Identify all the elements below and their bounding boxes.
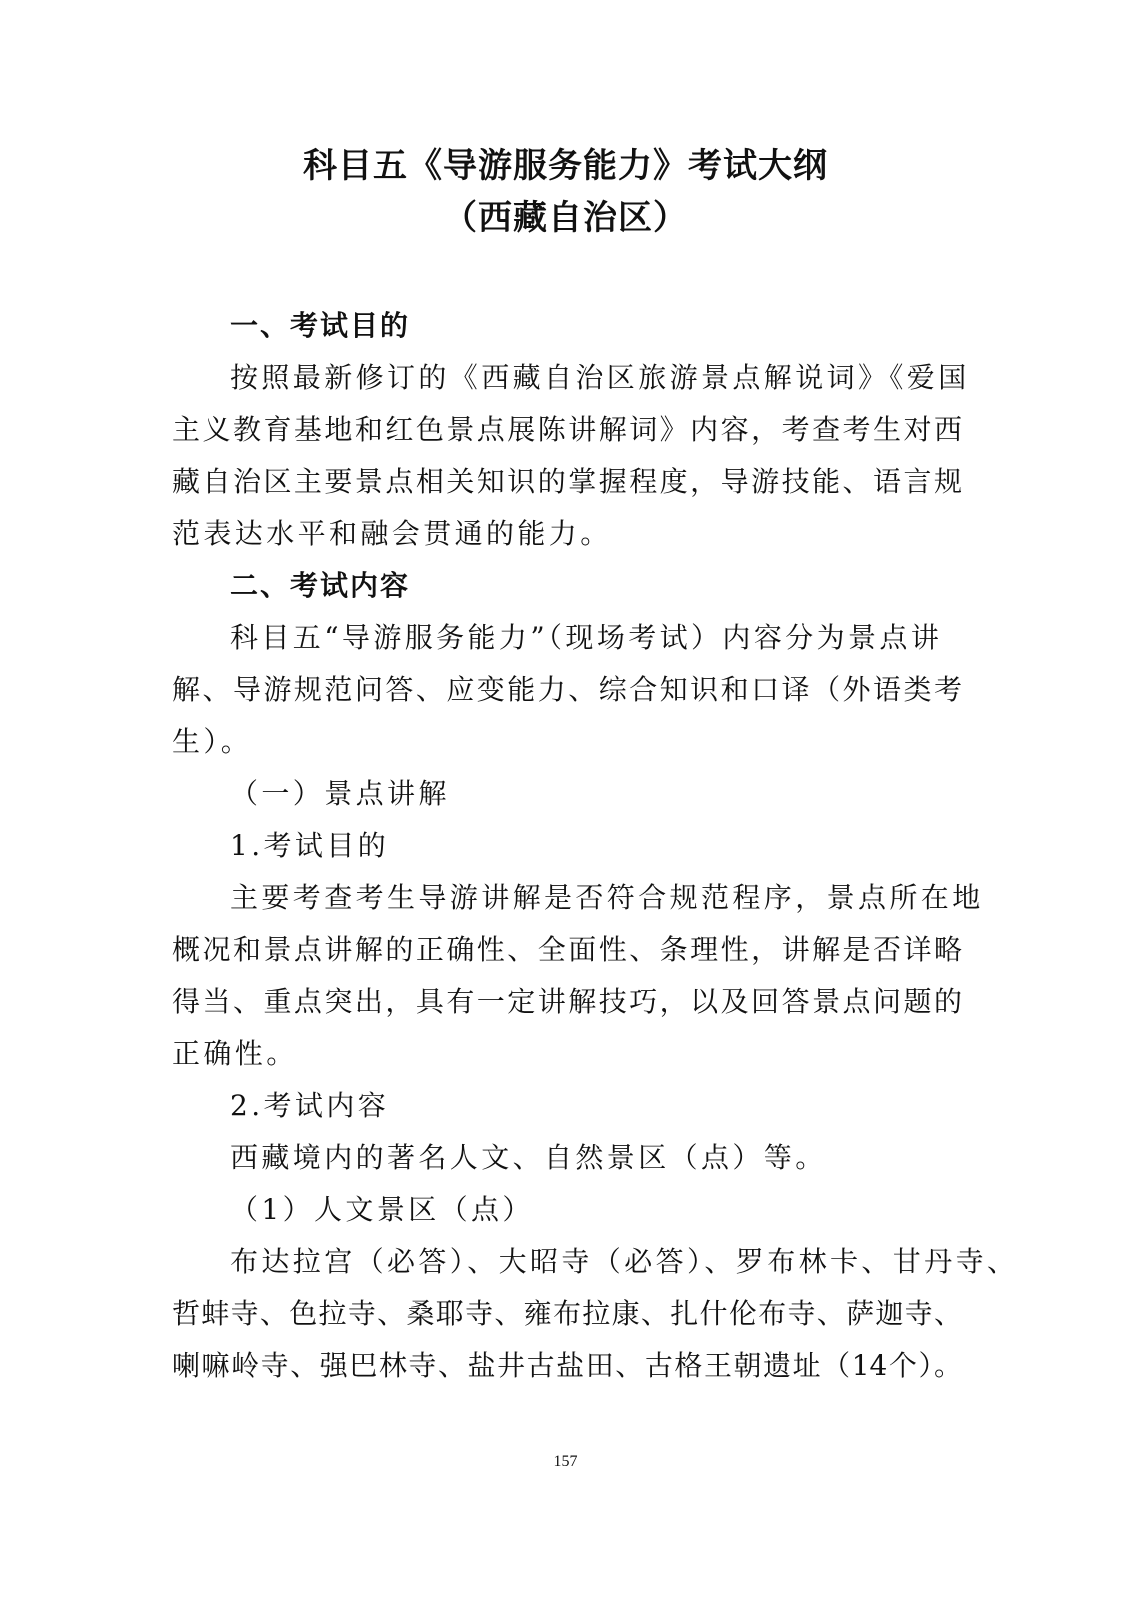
document-subtitle: （西藏自治区） — [443, 198, 688, 238]
paragraph-line: 主义教育基地和红色景点展陈讲解词》内容，考查考生对西 — [172, 413, 962, 446]
paragraph-line: 按照最新修订的《西藏自治区旅游景点解说词》《爱国 — [230, 361, 970, 394]
paragraph-line: 藏自治区主要景点相关知识的掌握程度，导游技能、语言规 — [172, 465, 962, 498]
document-title: 科目五《导游服务能力》考试大纲 — [303, 146, 828, 186]
paragraph-line: 科目五“导游服务能力”（现场考试）内容分为景点讲 — [230, 621, 943, 654]
paragraph-line: 布达拉宫（必答）、大昭寺（必答）、罗布林卡、甘丹寺、 — [230, 1245, 1019, 1278]
paragraph-line: 正确性。 — [172, 1037, 298, 1070]
subsection-heading: 2.考试内容 — [230, 1089, 390, 1122]
paragraph-line: 概况和景点讲解的正确性、全面性、条理性，讲解是否详略 — [172, 933, 962, 966]
subsection-heading: 1.考试目的 — [230, 829, 390, 862]
paragraph-line: 主要考查考生导游讲解是否符合规范程序，景点所在地 — [230, 881, 984, 914]
paragraph-line: 得当、重点突出，具有一定讲解技巧，以及回答景点问题的 — [172, 985, 962, 1018]
paragraph-line: 范表达水平和融会贯通的能力。 — [172, 517, 612, 550]
subsection-heading: （一）景点讲解 — [230, 777, 450, 810]
subsection-heading: （1）人文景区（点） — [230, 1193, 534, 1226]
paragraph-line: 解、导游规范问答、应变能力、综合知识和口译（外语类考 — [172, 673, 962, 706]
paragraph-line: 生）。 — [172, 725, 253, 758]
section-heading-exam-purpose: 一、考试目的 — [230, 309, 411, 342]
section-heading-exam-content: 二、考试内容 — [230, 569, 411, 602]
paragraph-line: 喇嘛岭寺、强巴林寺、盐井古盐田、古格王朝遗址（14个）。 — [172, 1349, 962, 1382]
page-number: 157 — [553, 1453, 578, 1470]
paragraph-line: 哲蚌寺、色拉寺、桑耶寺、雍布拉康、扎什伦布寺、萨迦寺、 — [172, 1297, 962, 1330]
paragraph-line: 西藏境内的著名人文、自然景区（点）等。 — [230, 1141, 827, 1174]
